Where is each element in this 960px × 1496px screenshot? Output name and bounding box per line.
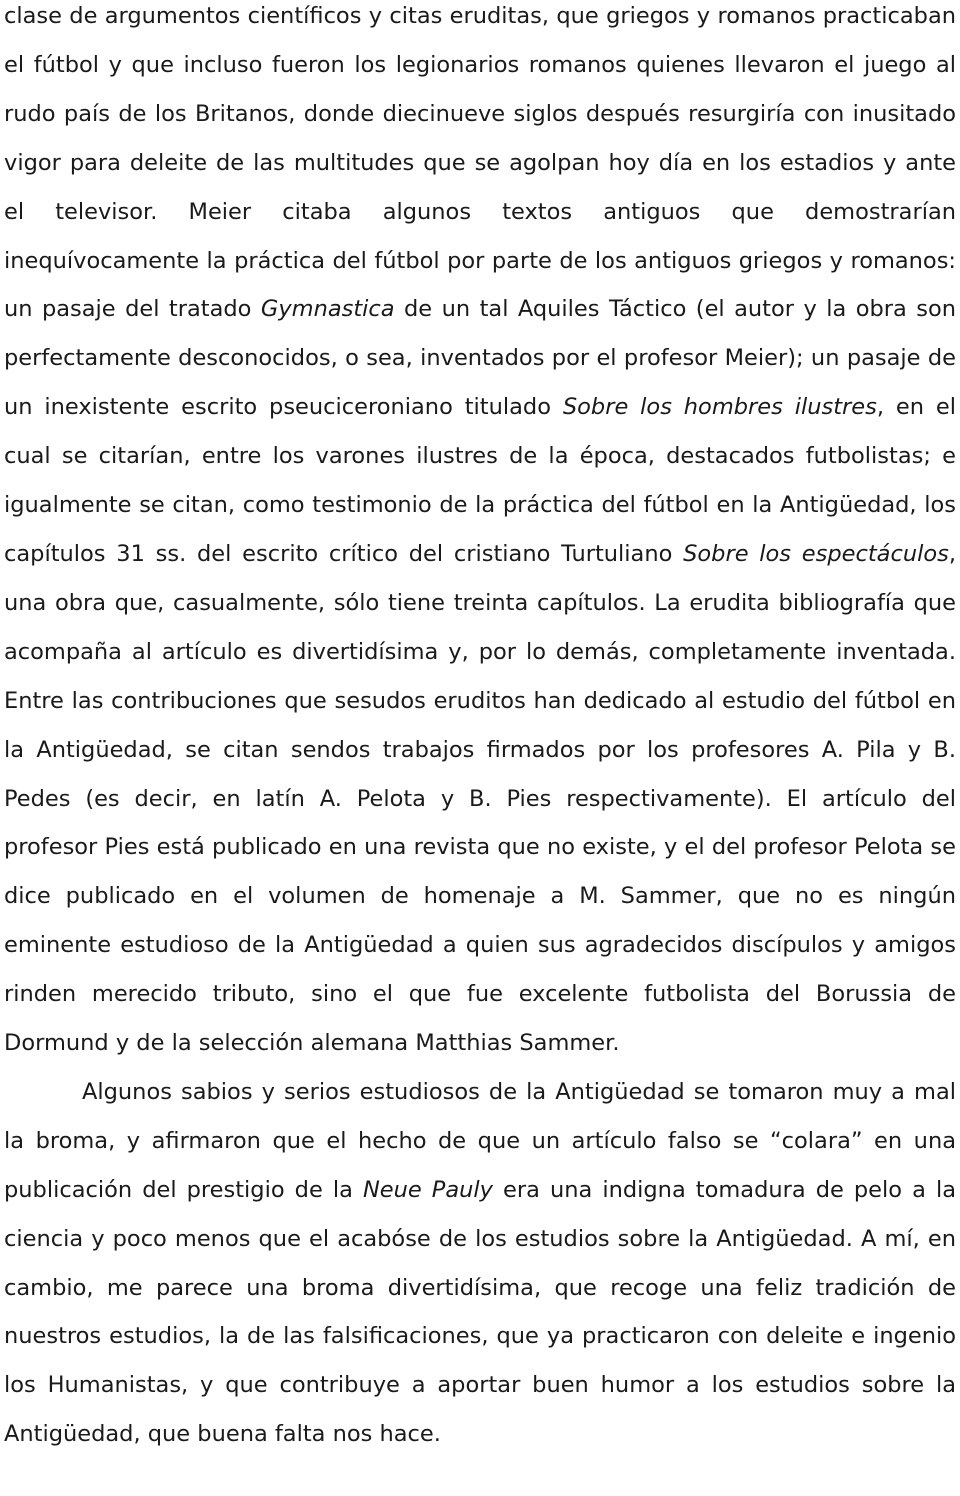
paragraph-2-text: era una indigna tomadura de pelo a la ciencia y poco menos que el acabóse de los estudios sobre la Antigüedad. A mí, en cambio, me parece una broma divertidísima, que recoge una feliz tradición de nuestros estudios, la de las falsificaciones, que ya practicaron con deleite e ingenio los Humanistas, y que contribuye a aportar buen humor a los estudios sobre la Antigüedad, que buena falta nos hace. [4, 1176, 956, 1448]
title-neue-pauly: Neue Pauly [362, 1176, 493, 1203]
title-sobre-los-hombres-ilustres: Sobre los hombres ilustres [562, 394, 877, 421]
paragraph-1-text: de un tal Aquiles Táctico (el autor y la obra son perfectamente desconocidos, o sea, inventados por el profesor Meier); un pasaje de un inexistente escrito pseuciceroniano titulado [4, 296, 956, 421]
paragraph-1-text: , una obra que, casualmente, sólo tiene treinta capítulos. La erudita bibliografía que acompaña al artículo es divertidísima y, por lo demás, completamente inventada. Entre las contribuciones que sesudos eruditos han dedicado al estudio del fútbol en la Antigüedad, se citan sendos trabajos firmados por los profesores A. Pila y B. Pedes (es decir, en latín A. Pelota y B. Pies respectivamente). El artículo del profesor Pies está publicado en una revista que no existe, y el del profesor Pelota se dice publicado en el volumen de homenaje a M. Sammer, que no es ningún eminente estudioso de la Antigüedad a quien sus agradecidos discípulos y amigos rinden merecido tributo, sino el que fue excelente futbolista del Borussia de Dormund y de la selección alemana Matthias Sammer. [4, 540, 956, 1057]
title-gymnastica: Gymnastica [260, 296, 395, 323]
paragraph-1 [4, 0, 956, 1068]
document-page [4, 0, 956, 1459]
paragraph-2-text: Algunos sabios y serios estudiosos de la Antigüedad se tomaron muy a mal la broma, y afirmaron que el hecho de que un artículo falso se “colara” en una publicación del prestigio de la [4, 1078, 956, 1203]
title-sobre-los-espectaculos: Sobre los espectáculos [683, 540, 949, 567]
paragraph-1-text: clase de argumentos científicos y citas eruditas, que griegos y romanos practicaban el fútbol y que incluso fueron los legionarios romanos quienes llevaron el juego al rudo país de los Britanos, donde diecinueve siglos después resurgiría con inusitado vigor para deleite de las multitudes que se agolpan hoy día en los estadios y ante el televisor. Meier citaba algunos textos antiguos que demostrarían inequívocamente la práctica del fútbol por parte de los antiguos griegos y romanos: un pasaje del tratado [4, 3, 956, 323]
paragraph-2 [4, 1068, 956, 1459]
paragraph-1-text: , en el cual se citarían, entre los varones ilustres de la época, destacados futbolistas; e igualmente se citan, como testimonio de la práctica del fútbol en la Antigüedad, los capítulos 31 ss. del escrito crítico del cristiano Turtuliano [4, 394, 956, 567]
